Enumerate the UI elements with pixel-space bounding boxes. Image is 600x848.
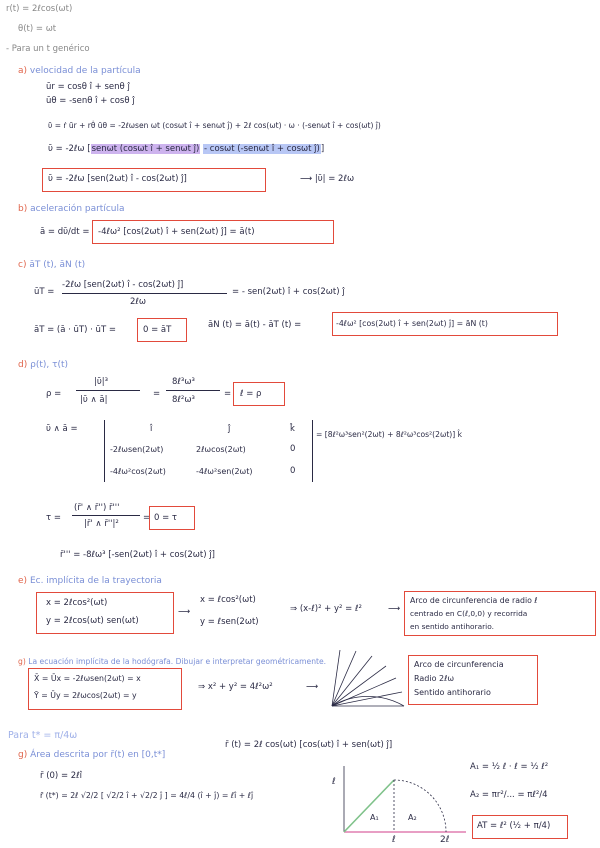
area-arc — [394, 780, 446, 832]
section-a-mark: a) — [18, 66, 28, 76]
section-b-mark: b) — [18, 204, 28, 214]
hodograph-result-line3: Sentido antihorario — [414, 688, 491, 697]
acceleration-result: -4ℓω² [cos(2ωt) î + sen(2ωt) ĵ] = ā(t) — [98, 227, 255, 237]
velocity-term-highlight-2: - cosωt (-senωt î + cosωt ĵ) — [204, 144, 320, 154]
section-d-heading — [18, 360, 68, 371]
rho-fraction-line-1 — [76, 390, 140, 391]
tau-eq: = — [143, 513, 151, 523]
ut-denominator: 2ℓω — [130, 297, 147, 307]
t-star-definition: Para t* = π/4ω — [8, 730, 78, 741]
hodograph-result-line2: Radio 2ℓω — [414, 674, 455, 683]
section-a-heading — [18, 66, 141, 77]
trajectory-line1: Arco de circunferencia de radio ℓ — [410, 596, 538, 605]
section-b-title: aceleración partícula — [30, 204, 125, 214]
section-e-mark: e) — [18, 576, 28, 586]
area-a1: A₁ = ½ ℓ · ℓ = ½ ℓ² — [470, 762, 549, 772]
area-a2: A₂ = πr²/... = πℓ²/4 — [470, 790, 548, 800]
col-j: ĵ — [228, 424, 231, 434]
hodograph-result-line1: Arco de circunferencia — [414, 660, 504, 669]
rho-num1: |ῡ|³ — [94, 377, 109, 387]
tau-lhs: τ = — [46, 513, 61, 523]
param-y: y = 2ℓcos(ωt) sen(ωt) — [46, 616, 139, 626]
alt-y: y = ℓsen(2ωt) — [200, 617, 259, 627]
section-d-title: ρ(t), τ(t) — [30, 360, 69, 370]
velocity-factored — [48, 144, 324, 155]
determinant-left-bar — [104, 420, 105, 482]
trajectory-line3: en sentido antihorario. — [410, 622, 494, 631]
param-arrow: ⟶ — [178, 607, 191, 617]
cross-result: = [8ℓ²ω³sen²(2ωt) + 8ℓ²ω³cos²(2ωt)] k̂ — [316, 430, 463, 439]
intro-r: r(t) = 2ℓcos(ωt) — [6, 4, 73, 14]
position-vector: r̄ (t) = 2ℓ cos(ωt) [cos(ωt) î + sen(ωt) ĵ] — [225, 740, 393, 750]
hodograph-arrow: ⟶ — [306, 682, 319, 692]
col-i: î — [150, 424, 153, 434]
third-derivative: r̄''' = -8ℓω³ [-sen(2ωt) î + cos(2ωt) ĵ] — [60, 550, 215, 560]
an-lhs: āN (t) = ā(t) - āT (t) = — [208, 320, 302, 330]
ut-fraction-line — [62, 293, 227, 294]
area-label-xl: ℓ — [392, 835, 396, 842]
ut-lhs: ūT = — [34, 287, 55, 297]
section-c-title: āT (t), āN (t) — [29, 260, 86, 270]
intro-theta: θ(t) = ωt — [18, 24, 57, 34]
section-g1-mark: g) — [18, 657, 26, 666]
acceleration-lhs: ā = dῡ/dt = — [40, 227, 90, 237]
tau-fraction-line — [72, 515, 140, 516]
section-b-heading — [18, 204, 125, 215]
cross-lhs: ῡ ∧ ā = — [46, 424, 78, 434]
rho-eq2: = — [224, 389, 232, 399]
hodograph-x: X̄ = Ūx = -2ℓωsen(2ωt) = x — [34, 674, 141, 683]
tau-numerator: (r̄' ∧ r̄'') r̄''' — [74, 503, 120, 513]
uth-eq: ūθ = -senθ î + cosθ ĵ — [46, 96, 135, 106]
section-e-title: Ec. implícita de la trayectoria — [29, 576, 162, 586]
hodograph-implicit: ⇒ x² + y² = 4ℓ²ω² — [198, 682, 273, 692]
section-g1-heading — [18, 656, 326, 667]
det-r2c1: -4ℓω²cos(2ωt) — [110, 467, 166, 476]
area-figure — [330, 762, 470, 842]
rho-lhs: ρ = — [46, 389, 62, 399]
trajectory-line2: centrado en C(ℓ,0,0) y recorrida — [410, 609, 528, 618]
rho-den1: |ῡ ∧ ā| — [80, 395, 108, 405]
det-r1c2: 2ℓωcos(2ωt) — [196, 445, 246, 454]
col-k: k̂ — [290, 424, 295, 434]
velocity-factored-suffix: ] — [320, 144, 325, 154]
position-at-tstar: r̄ (t*) = 2ℓ √2/2 [ √2/2 î + √2/2 ĵ ] = 4ℓ/4 (î + ĵ) = ℓî + ℓĵ — [40, 791, 254, 800]
section-g2-title: Área descrita por r̄(t) en [0,t*] — [30, 750, 166, 760]
implicit-arrow: ⟶ — [388, 604, 401, 614]
det-r2c3: 0 — [290, 466, 296, 476]
section-g2-heading — [18, 750, 165, 761]
section-e-heading — [18, 576, 162, 587]
ur-eq: ūr = cosθ î + senθ ĵ — [46, 82, 130, 92]
intro-generic: - Para un t genérico — [6, 44, 90, 54]
hodograph-y: Ȳ = Ūy = 2ℓωcos(2ωt) = y — [34, 691, 137, 700]
ut-result: = - sen(2ωt) î + cos(2ωt) ĵ — [232, 287, 345, 297]
velocity-term-highlight-1: senωt (cosωt î + senωt ĵ) — [91, 144, 200, 154]
at-result: 0 = āT — [143, 325, 172, 335]
velocity-expanded: ῡ = ṙ ūr + rθ̇ ūθ = -2ℓωsen ωt (cosωt î + senωt ĵ) + 2ℓ cos(ωt) · ω · (-senωt î + cos(ωt) ĵ) — [48, 121, 381, 130]
tau-result: 0 = τ — [154, 513, 178, 523]
velocity-result: ῡ = -2ℓω [sen(2ωt) î - cos(2ωt) ĵ] — [48, 174, 187, 184]
section-a-title: velocidad de la partícula — [29, 66, 141, 76]
velocity-modulus: ⟶ |ῡ| = 2ℓω — [300, 174, 355, 184]
fan-ray-1 — [332, 692, 402, 706]
det-r1c3: 0 — [290, 444, 296, 454]
tau-denominator: |r̄' ∧ r̄''|² — [84, 519, 119, 529]
area-label-a2: A₂ — [408, 813, 417, 822]
rho-fraction-line-2 — [166, 390, 220, 391]
position-at-zero: r̄ (0) = 2ℓî — [40, 771, 83, 781]
det-r1c1: -2ℓωsen(2ωt) — [110, 445, 164, 454]
rho-num2: 8ℓ³ω³ — [172, 377, 195, 387]
velocity-factored-prefix: ῡ = -2ℓω [ — [48, 144, 91, 154]
section-g1-title: La ecuación implícita de la hodógrafa. Dibujar e interpretar geométricamente. — [28, 657, 327, 666]
section-c-heading — [18, 260, 85, 271]
section-g2-mark: g) — [18, 750, 28, 760]
rho-den2: 8ℓ²ω³ — [172, 395, 195, 405]
ut-numerator: -2ℓω [sen(2ωt) î - cos(2ωt) ĵ] — [62, 280, 184, 290]
at-lhs: āT = (ā · ūT) · ūT = — [34, 325, 116, 335]
area-label-a1: A₁ — [370, 813, 379, 822]
area-label-l: ℓ — [332, 777, 336, 787]
area-radius-vector — [344, 780, 394, 832]
an-result: -4ℓω² [cos(2ωt) î + sen(2ωt) ĵ] = āN (t) — [336, 319, 488, 328]
rho-result: ℓ = ρ — [240, 389, 262, 399]
rho-eq: = — [153, 389, 161, 399]
area-total: AT = ℓ² (½ + π/4) — [477, 821, 551, 831]
hodograph-fan-figure — [326, 650, 408, 712]
implicit-equation: ⇒ (x-ℓ)² + y² = ℓ² — [290, 604, 362, 614]
param-x: x = 2ℓcos²(ωt) — [46, 598, 108, 608]
det-r2c2: -4ℓω²sen(2ωt) — [196, 467, 253, 476]
section-c-mark: c) — [18, 260, 27, 270]
alt-x: x = ℓcos²(ωt) — [200, 595, 256, 605]
determinant-right-bar — [312, 420, 313, 482]
section-d-mark: d) — [18, 360, 28, 370]
area-label-x2l: 2ℓ — [440, 835, 450, 842]
